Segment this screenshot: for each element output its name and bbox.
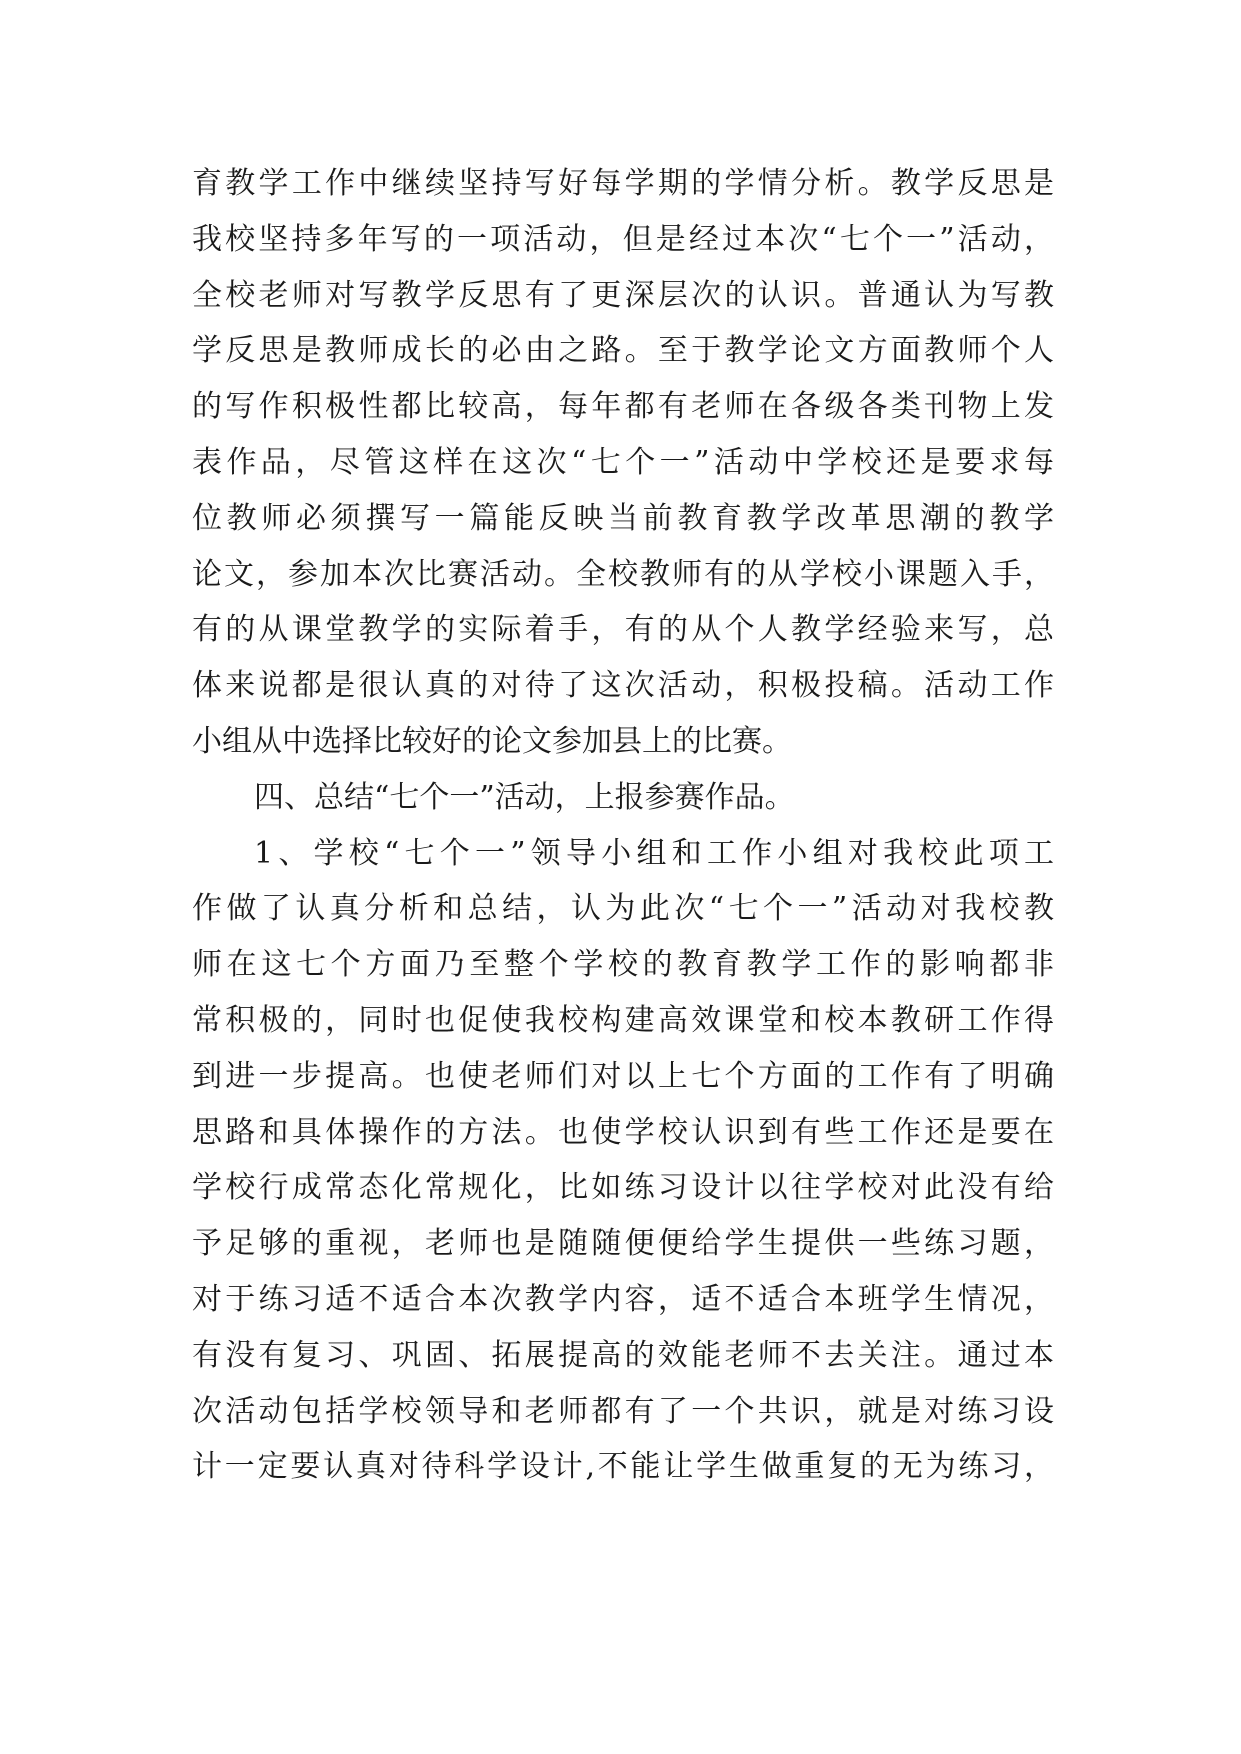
document-body	[192, 156, 1054, 1495]
text-line: 对于练习适不适合本次教学内容，适不适合本班学生情况，	[192, 1281, 1054, 1317]
text-line: 全校老师对写教学反思有了更深层次的认识。普通认为写教	[192, 277, 1054, 313]
text-line: 到进一步提高。也使老师们对以上七个方面的工作有了明确	[192, 1058, 1054, 1094]
text-line: 学校行成常态化常规化，比如练习设计以往学校对此没有给	[192, 1170, 1054, 1206]
text-line: 论文，参加本次比赛活动。全校教师有的从学校小课题入手，	[192, 556, 1054, 592]
text-line: 体来说都是很认真的对待了这次活动，积极投稿。活动工作	[192, 668, 1054, 704]
text-line: 有的从课堂教学的实际着手，有的从个人教学经验来写，总	[192, 612, 1054, 648]
text-line: 次活动包括学校领导和老师都有了一个共识，就是对练习设	[192, 1393, 1054, 1429]
text-line: 作做了认真分析和总结，认为此次“七个一”活动对我校教	[192, 891, 1054, 927]
text-line: 予足够的重视，老师也是随随便便给学生提供一些练习题，	[192, 1226, 1054, 1262]
paragraph-first-line: 1、学校“七个一”领导小组和工作小组对我校此项工	[254, 835, 1054, 871]
text-line: 表作品，尽管这样在这次“七个一”活动中学校还是要求每	[192, 444, 1054, 480]
text-line: 有没有复习、巩固、拓展提高的效能老师不去关注。通过本	[192, 1337, 1054, 1373]
text-line: 位教师必须撰写一篇能反映当前教育教学改革思潮的教学	[192, 500, 1054, 536]
text-line: 小组从中选择比较好的论文参加县上的比赛。	[192, 723, 792, 759]
text-line: 常积极的，同时也促使我校构建高效课堂和校本教研工作得	[192, 1002, 1054, 1038]
text-line: 学反思是教师成长的必由之路。至于教学论文方面教师个人	[192, 333, 1054, 369]
text-line: 的写作积极性都比较高，每年都有老师在各级各类刊物上发	[192, 389, 1054, 425]
section-heading: 四、总结“七个一”活动，上报参赛作品。	[254, 779, 795, 815]
text-line: 计一定要认真对待科学设计,不能让学生做重复的无为练习，	[192, 1449, 1054, 1485]
text-line: 育教学工作中继续坚持写好每学期的学情分析。教学反思是	[192, 166, 1054, 201]
text-line: 思路和具体操作的方法。也使学校认识到有些工作还是要在	[192, 1114, 1054, 1150]
text-line: 我校坚持多年写的一项活动，但是经过本次“七个一”活动，	[192, 221, 1054, 257]
text-line: 师在这七个方面乃至整个学校的教育教学工作的影响都非	[192, 947, 1054, 983]
